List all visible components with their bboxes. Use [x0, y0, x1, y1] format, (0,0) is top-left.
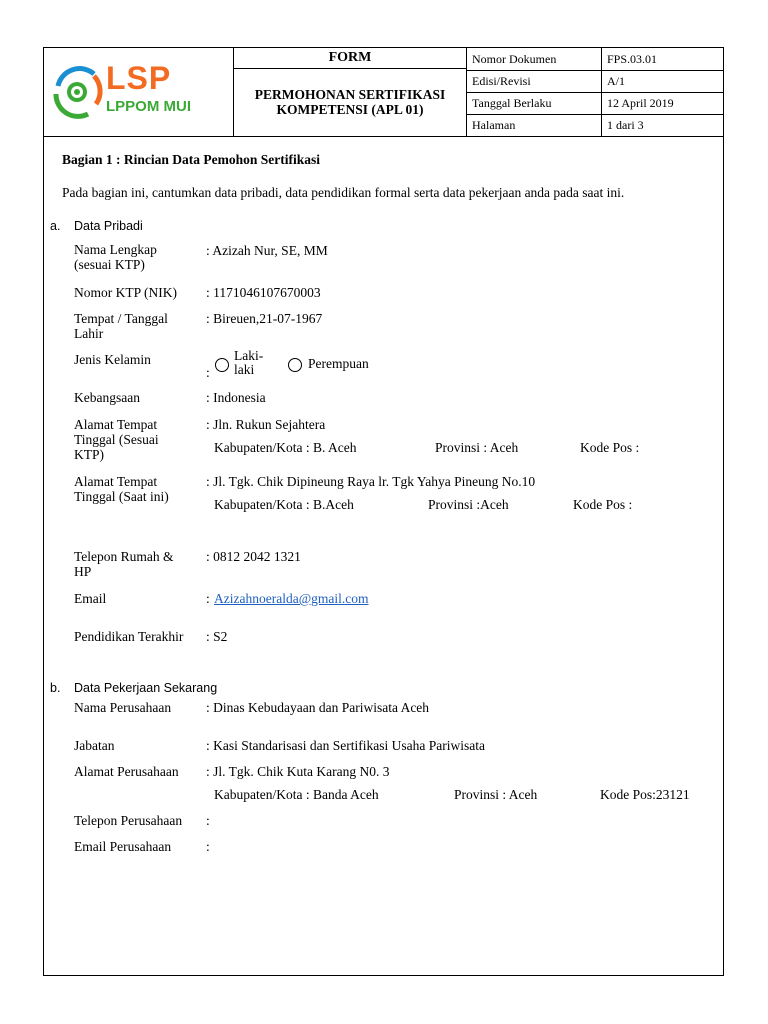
form-header — [44, 48, 723, 137]
jk-opt1-line1: Laki- — [234, 348, 264, 363]
email-perus-label: Email Perusahaan — [74, 839, 172, 854]
email-label: Email — [74, 591, 107, 606]
nama-value[interactable]: : Azizah Nur, SE, MM — [206, 243, 328, 258]
pend-label: Pendidikan Terakhir — [74, 629, 184, 644]
bangsa-label: Kebangsaan — [74, 390, 140, 405]
meta-value-halaman: 1 dari 3 — [607, 118, 644, 132]
meta-label-nomor: Nomor Dokumen — [472, 52, 557, 66]
email-perus-value[interactable]: : — [206, 839, 210, 854]
form-subtitle — [234, 87, 466, 117]
meta-value-tanggal: 12 April 2019 — [607, 96, 674, 110]
alamat-perus-prov[interactable]: Provinsi : Aceh — [454, 787, 538, 802]
email-colon: : — [206, 591, 210, 606]
alamat-perus-value[interactable]: : Jl. Tgk. Chik Kuta Karang N0. 3 — [206, 764, 390, 779]
alamat-ktp-prov[interactable]: Provinsi : Aceh — [435, 440, 519, 455]
nama-label: Nama Lengkap (sesuai KTP) — [74, 242, 157, 272]
alamat-ktp-value[interactable]: : Jln. Rukun Sejahtera — [206, 417, 326, 432]
perus-label: Nama Perusahaan — [74, 700, 172, 715]
meta-label-edisi: Edisi/Revisi — [472, 74, 531, 88]
section-title: Bagian 1 : Rincian Data Pemohon Sertifikasi — [62, 152, 321, 167]
lsp-logo — [48, 62, 230, 122]
logo-swirl-icon — [50, 64, 106, 120]
form-title: FORM — [328, 50, 372, 65]
subsection-a-title: Data Pribadi — [74, 219, 143, 233]
meta-value-edisi: A/1 — [607, 74, 625, 88]
ttl-value[interactable]: : Bireuen,21-07-1967 — [206, 311, 323, 326]
ktp-label: Nomor KTP (NIK) — [74, 285, 177, 300]
telp-perus-label: Telepon Perusahaan — [74, 813, 183, 828]
meta-value-nomor: FPS.03.01 — [607, 52, 658, 66]
alamat-ktp-pos[interactable]: Kode Pos : — [580, 440, 640, 455]
form-page — [43, 47, 724, 976]
email-link[interactable]: Azizahnoeralda@gmail.com — [214, 591, 369, 606]
bangsa-value[interactable]: : Indonesia — [206, 390, 266, 405]
jk-label: Jenis Kelamin — [74, 352, 151, 367]
section-intro: Pada bagian ini, cantumkan data pribadi, data pendidikan formal serta data pekerjaan anda pada saat ini. — [62, 185, 625, 200]
meta-label-halaman: Halaman — [472, 118, 516, 132]
alamat-ktp-kab[interactable]: Kabupaten/Kota : B. Aceh — [214, 440, 357, 455]
perus-value[interactable]: : Dinas Kebudayaan dan Pariwisata Aceh — [206, 700, 430, 715]
radio-perempuan-icon[interactable] — [288, 358, 302, 372]
alamat-now-kab[interactable]: Kabupaten/Kota : B.Aceh — [214, 497, 354, 512]
ktp-value[interactable]: : 1171046107670003 — [206, 285, 321, 300]
subsection-b-title: Data Pekerjaan Sekarang — [74, 681, 218, 695]
alamat-now-prov[interactable]: Provinsi :Aceh — [428, 497, 509, 512]
meta-label-tanggal: Tanggal Berlaku — [472, 96, 552, 110]
alamat-ktp-label: Alamat Tempat Tinggal (Sesuai KTP) — [74, 417, 159, 462]
radio-laki-icon[interactable] — [215, 358, 229, 372]
telp-label: Telepon Rumah & HP — [74, 549, 174, 579]
alamat-now-pos[interactable]: Kode Pos : — [573, 497, 633, 512]
alamat-perus-kab[interactable]: Kabupaten/Kota : Banda Aceh — [214, 787, 379, 802]
pend-value[interactable]: : S2 — [206, 629, 228, 644]
telp-value[interactable]: : 0812 2042 1321 — [206, 549, 301, 564]
jk-opt1-label — [234, 349, 274, 377]
logo-lsp-text: LSP — [106, 60, 172, 96]
jk-colon: : — [206, 365, 210, 380]
jabatan-value[interactable]: : Kasi Standarisasi dan Sertifikasi Usaha Pariwisata — [206, 738, 485, 753]
alamat-now-label: Alamat Tempat Tinggal (Saat ini) — [74, 474, 169, 504]
jabatan-label: Jabatan — [74, 738, 115, 753]
subsection-b-marker: b. — [50, 681, 61, 695]
ttl-label: Tempat / Tanggal Lahir — [74, 311, 168, 341]
jk-opt1-line2: laki — [234, 362, 255, 377]
telp-perus-value[interactable]: : — [206, 813, 210, 828]
alamat-now-value[interactable]: : Jl. Tgk. Chik Dipineung Raya lr. Tgk Yahya Pineung No.10 — [206, 474, 536, 489]
alamat-perus-label: Alamat Perusahaan — [74, 764, 179, 779]
alamat-perus-pos[interactable]: Kode Pos:23121 — [600, 787, 690, 802]
form-subtitle-line2: KOMPETENSI (APL 01) — [276, 102, 424, 117]
subsection-a-marker: a. — [50, 219, 61, 233]
form-subtitle-line1: PERMOHONAN SERTIFIKASI — [254, 87, 446, 102]
jk-opt2-label: Perempuan — [308, 356, 369, 371]
logo-lppom-text: LPPOM MUI — [106, 98, 191, 115]
